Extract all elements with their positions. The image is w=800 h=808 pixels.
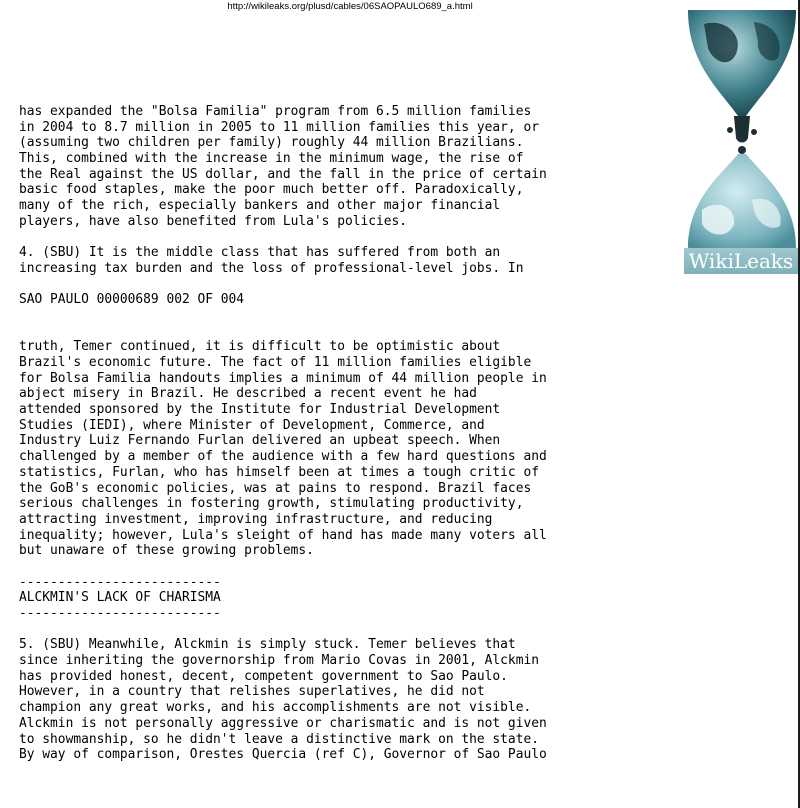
hourglass-globe-icon	[684, 4, 800, 248]
text-line	[19, 622, 547, 638]
text-line: abject misery in Brazil. He described a recent event he had	[19, 386, 477, 402]
text-line: By way of comparison, Orestes Quercia (ref C), Governor of Sao Paulo	[19, 747, 547, 763]
wikileaks-logo-text: WikiLeaks	[684, 248, 798, 274]
text-line: --------------------------	[19, 574, 221, 590]
text-line: 4. (SBU) It is the middle class that has suffered from both an	[19, 245, 501, 261]
text-line: --------------------------	[19, 606, 221, 621]
text-line: basic food staples, make the poor much better off. Paradoxically,	[19, 182, 524, 198]
text-line: attracting investment, improving infrastructure, and reducing	[19, 511, 493, 527]
text-line: serious challenges in fostering growth, stimulating productivity,	[19, 496, 524, 512]
text-line: SAO PAULO 00000689 002 OF 004	[19, 292, 245, 308]
text-line: Brazil's economic future. The fact of 11 million families eligible	[19, 355, 532, 370]
text-line: (assuming two children per family) roughly 44 million Brazilians.	[19, 135, 524, 151]
page-url: http://wikileaks.org/plusd/cables/06SAOPAULO689_a.html	[227, 1, 473, 12]
text-line	[19, 230, 547, 246]
text-line: increasing tax burden and the loss of professional-level jobs. In	[19, 260, 524, 276]
text-line: However, in a country that relishes superlatives, he did not	[19, 684, 485, 700]
text-line: the GoB's economic policies, was at pains to respond. Brazil faces	[19, 480, 532, 496]
text-line: statistics, Furlan, who has himself been at times a tough critic of	[19, 464, 539, 480]
text-line: challenged by a member of the audience with a few hard questions and	[19, 449, 547, 465]
text-line: ALCKMIN'S LACK OF CHARISMA	[19, 590, 221, 606]
text-line: the Real against the US dollar, and the fall in the price of certain	[19, 166, 547, 182]
text-line: for Bolsa Familia handouts implies a minimum of 44 million people in	[19, 370, 547, 386]
text-line: since inheriting the governorship from Mario Covas in 2001, Alckmin	[19, 653, 539, 669]
wikileaks-logo	[684, 4, 800, 274]
text-line: 5. (SBU) Meanwhile, Alckmin is simply stuck. Temer believes that	[19, 637, 516, 653]
text-line	[19, 559, 547, 575]
text-line: inequality; however, Lula's sleight of hand has made many voters all	[19, 527, 547, 543]
text-line: has provided honest, decent, competent government to Sao Paulo.	[19, 668, 508, 684]
text-line: players, have also benefited from Lula's policies.	[19, 213, 408, 229]
text-line: This, combined with the increase in the minimum wage, the rise of	[19, 151, 524, 167]
text-line: to showmanship, so he didn't leave a distinctive mark on the state.	[19, 731, 539, 747]
text-line: truth, Temer continued, it is difficult to be optimistic about	[19, 339, 501, 355]
text-line: champion any great works, and his accomplishments are not visible.	[19, 700, 532, 716]
text-line: but unaware of these growing problems.	[19, 543, 314, 559]
text-line: many of the rich, especially bankers and other major financial	[19, 198, 501, 214]
text-line	[19, 277, 547, 293]
text-line: has expanded the "Bolsa Familia" program from 6.5 million families	[19, 104, 532, 119]
text-line: Industry Luiz Fernando Furlan delivered an upbeat speech. When	[19, 433, 501, 449]
text-line: Alckmin is not personally aggressive or charismatic and is not given	[19, 715, 547, 731]
text-line	[19, 308, 547, 324]
text-line: in 2004 to 8.7 million in 2005 to 11 million families this year, or	[19, 119, 539, 135]
text-line: attended sponsored by the Institute for Industrial Development	[19, 402, 501, 418]
text-line: Studies (IEDI), where Minister of Development, Commerce, and	[19, 417, 485, 433]
cable-text	[19, 104, 547, 763]
text-line	[19, 324, 547, 340]
